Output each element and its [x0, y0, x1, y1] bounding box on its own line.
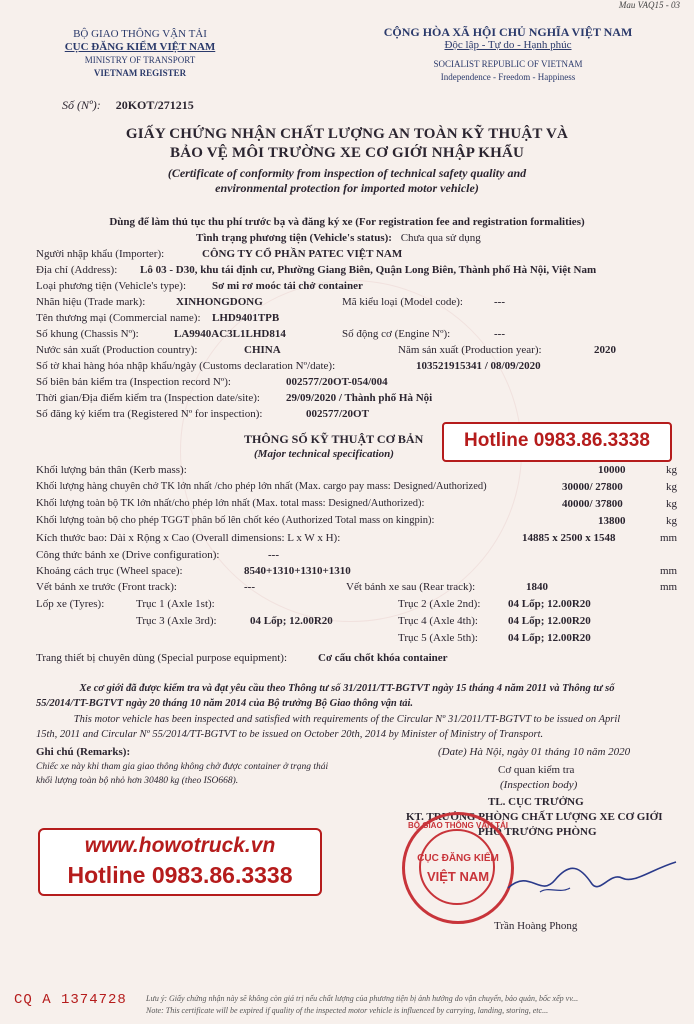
axle3-label: Trục 3 (Axle 3rd): [136, 615, 217, 627]
inspection-body: Cơ quan kiểm tra [498, 764, 575, 776]
importer-label: Người nhập khẩu (Importer): [36, 248, 165, 260]
equipment-label: Trang thiết bị chuyên dùng (Special purpose equipment): [36, 652, 288, 664]
country-label: Nước sản xuất (Production country): [36, 344, 198, 356]
serial-number: CQ A 1374728 [14, 992, 127, 1008]
axle2-value: 04 Lốp; 12.00R20 [508, 598, 591, 610]
number-value: 20KOT/271215 [115, 98, 194, 112]
promo-website: www.howotruck.vn [84, 834, 276, 857]
conclusion-en-2: 15th, 2011 and Circular Nº 55/2014/TT-BGTVT to be issued on October 20th, 2014 by Minister of Ministry of Transport. [36, 729, 544, 740]
dims-unit: mm [660, 532, 678, 544]
issuer-agency: CỤC ĐĂNG KIỂM VIỆT NAM [64, 41, 216, 53]
footnote-en: Note: This certificate will be expired if quality of the inspected motor vehicle is influenced by carrying, landing, storing, etc... [146, 1006, 549, 1015]
wheel-label: Khoảng cách trục (Wheel space): [36, 565, 183, 577]
customs-value: 103521915341 / 08/09/2020 [416, 360, 541, 372]
status-label: Tình trạng phương tiện (Vehicle's status): [196, 232, 392, 244]
front-track-label: Vết bánh xe trước (Front track): [36, 581, 177, 593]
axle5-label: Trục 5 (Axle 5th): [398, 632, 478, 644]
sign-date: (Date) Hà Nội, ngày 01 tháng 10 năm 2020 [438, 746, 631, 758]
commercial-value: LHD9401TPB [212, 312, 280, 324]
axle5-value: 04 Lốp; 12.00R20 [508, 632, 591, 644]
issuer-agency-en: VIETNAM REGISTER [93, 68, 187, 78]
kerb-value: 10000 [598, 464, 626, 476]
drive-value: --- [268, 549, 279, 561]
republic-motto: Độc lập - Tự do - Hạnh phúc [444, 39, 572, 51]
date-site-label: Thời gian/Địa điểm kiểm tra (Inspection date/site): [36, 392, 260, 404]
kerb-label: Khối lượng bản thân (Kerb mass): [36, 464, 187, 476]
record-label: Số biên bản kiểm tra (Inspection record Nº): [36, 376, 231, 388]
remarks-line-1: Chiếc xe này khi tham gia giao thông không chở được container ở trạng thái [36, 762, 329, 772]
model-value: --- [494, 296, 505, 308]
year-value: 2020 [594, 344, 616, 356]
address-label: Địa chỉ (Address): [36, 264, 118, 276]
title-line-1: GIẤY CHỨNG NHẬN CHẤT LƯỢNG AN TOÀN KỸ THUẬT VÀ [125, 126, 569, 142]
model-label: Mã kiểu loại (Model code): [342, 296, 463, 308]
conclusion-vn-2: 55/2014/TT-BGTVT ngày 20 tháng 10 năm 2014 của Bộ trưởng Bộ Giao thông vận tải. [36, 698, 414, 709]
address-value: Lô 03 - D30, khu tái định cư, Phường Giang Biên, Quận Long Biên, Thành phố Hà Nội, Việt Nam [140, 264, 597, 276]
conclusion-en-1: This motor vehicle has been inspected and satisfied with requirements of the Circular Nº 31/2011/TT-BGTVT to be issued on April [73, 714, 621, 725]
customs-label: Số tờ khai hàng hóa nhập khẩu/ngày (Customs declaration Nº/date): [36, 360, 336, 372]
republic-motto-en: Independence - Freedom - Happiness [440, 72, 576, 82]
cargo-label: Khối lượng hàng chuyên chở TK lớn nhất /cho phép lớn nhất (Max. cargo pay mass: Designed/Authorized) [36, 481, 487, 492]
vehicle-status [196, 232, 481, 244]
axle1-label: Trục 1 (Axle 1st): [136, 598, 215, 610]
wheel-value: 8540+1310+1310+1310 [244, 565, 351, 577]
seal-inner-ring [419, 829, 495, 905]
conclusion-vn-1: Xe cơ giới đã được kiểm tra và đạt yêu cầu theo Thông tư số 31/2011/TT-BGTVT ngày 15 tháng 4 năm 2011 và Thông tư số [79, 683, 615, 694]
title-en-2: environmental protection for imported motor vehicle) [215, 181, 479, 195]
republic-header [358, 26, 658, 84]
sign-role-3: PHÓ TRƯỞNG PHÒNG [478, 826, 597, 838]
engine-label: Số động cơ (Engine Nº): [342, 328, 451, 340]
issuer-ministry-en: MINISTRY OF TRANSPORT [84, 55, 196, 65]
promo-hotline: Hotline 0983.86.3338 [67, 862, 293, 888]
trademark-value: XINHONGDONG [176, 296, 263, 308]
title-en-1: (Certificate of conformity from inspection of technical safety quality and [167, 166, 527, 180]
total-value: 40000/ 37800 [562, 498, 623, 510]
form-code: Mau VAQ15 - 03 [618, 0, 680, 10]
remarks-line-2: khối lượng toàn bộ nhỏ hơn 30480 kg (theo ISO668). [36, 776, 239, 786]
promo-box [38, 828, 322, 896]
chassis-value: LA9940AC3L1LHD814 [174, 328, 286, 340]
republic-name: CỘNG HÒA XÃ HỘI CHỦ NGHĨA VIỆT NAM [383, 25, 633, 39]
issuer-ministry: BỘ GIAO THÔNG VẬN TẢI [73, 28, 207, 40]
trademark-label: Nhãn hiệu (Trade mark): [36, 296, 146, 308]
footnote-vn: Lưu ý: Giấy chứng nhận này sẽ không còn giá trị nếu chất lượng của phương tiện bị ảnh hưởng do vận chuyển, bảo quản, bốc xếp vv... [146, 994, 579, 1003]
spec-subtitle: (Major technical specification) [254, 448, 394, 460]
axle3-value: 04 Lốp; 12.00R20 [250, 615, 333, 627]
type-label: Loại phương tiện (Vehicle's type): [36, 280, 186, 292]
rear-track-label: Vết bánh xe sau (Rear track): [346, 581, 476, 593]
reg-label: Số đăng ký kiểm tra (Registered Nº for inspection): [36, 408, 263, 420]
commercial-label: Tên thương mại (Commercial name): [36, 312, 201, 324]
rear-track-value: 1840 [526, 581, 548, 593]
cargo-value: 30000/ 27800 [562, 481, 623, 493]
certificate-number [62, 98, 194, 113]
signer-name: Trần Hoàng Phong [494, 920, 578, 932]
axle2-label: Trục 2 (Axle 2nd): [398, 598, 481, 610]
dims-value: 14885 x 2500 x 1548 [522, 532, 616, 544]
front-track-value: --- [244, 581, 255, 593]
importer-value: CÔNG TY CỔ PHẦN PATEC VIỆT NAM [202, 248, 403, 260]
number-label: Số (Nº): [62, 98, 101, 112]
track-unit: mm [660, 581, 678, 593]
engine-value: --- [494, 328, 505, 340]
seal-ring-text: BỘ GIAO THÔNG VẬN TẢI [408, 821, 508, 830]
purpose-text: Dùng để làm thủ tục thu phí trước bạ và đăng ký xe (For registration fee and registration formalities) [109, 216, 585, 228]
republic-name-en: SOCIALIST REPUBLIC OF VIETNAM [433, 59, 583, 69]
seal-top-text: CỤC ĐĂNG KIỂM [417, 853, 499, 864]
record-value: 002577/20OT-054/004 [286, 376, 388, 388]
inspection-body-en: (Inspection body) [500, 779, 578, 791]
tyres-label: Lốp xe (Tyres): [36, 598, 105, 610]
kerb-unit: kg [666, 464, 677, 476]
title-line-2: BẢO VỆ MÔI TRƯỜNG XE CƠ GIỚI NHẬP KHẨU [169, 145, 525, 161]
seal-bottom-text: VIỆT NAM [426, 869, 490, 884]
reg-value: 002577/20OT [306, 408, 369, 420]
total-label: Khối lượng toàn bộ TK lớn nhất/cho phép lớn nhất (Max. total mass: Designed/Authorized): [36, 498, 425, 509]
spec-title: THÔNG SỐ KỸ THUẬT CƠ BẢN [244, 432, 424, 446]
hotline-banner-top: Hotline 0983.86.3338 [442, 422, 672, 462]
handwritten-signature [500, 858, 680, 902]
remarks-label: Ghi chú (Remarks): [36, 746, 131, 758]
kingpin-label: Khối lượng toàn bộ cho phép TGGT phân bố lên chốt kéo (Authorized Total mass on kingpin): [36, 515, 435, 526]
equipment-value: Cơ cấu chốt khóa container [318, 652, 448, 664]
date-site-value: 29/09/2020 / Thành phố Hà Nội [286, 392, 433, 404]
kingpin-unit: kg [666, 515, 677, 527]
issuer-header [30, 28, 250, 80]
year-label: Năm sản xuất (Production year): [398, 344, 542, 356]
axle4-value: 04 Lốp; 12.00R20 [508, 615, 591, 627]
total-unit: kg [666, 498, 677, 510]
official-seal [402, 812, 514, 924]
sign-role-2: KT. TRƯỞNG PHÒNG CHẤT LƯỢNG XE CƠ GIỚI [406, 811, 663, 823]
sign-role-1: TL. CỤC TRƯỞNG [488, 796, 584, 808]
drive-label: Công thức bánh xe (Drive configuration): [36, 549, 220, 561]
country-value: CHINA [244, 344, 281, 356]
dims-label: Kích thước bao: Dài x Rộng x Cao (Overall dimensions: L x W x H): [36, 532, 341, 544]
axle4-label: Trục 4 (Axle 4th): [398, 615, 478, 627]
kingpin-value: 13800 [598, 515, 626, 527]
wheel-unit: mm [660, 565, 678, 577]
cargo-unit: kg [666, 481, 677, 493]
chassis-label: Số khung (Chassis Nº): [36, 328, 139, 340]
status-value: Chưa qua sử dụng [400, 232, 481, 244]
type-value: Sơ mi rơ moóc tải chở container [212, 280, 363, 292]
